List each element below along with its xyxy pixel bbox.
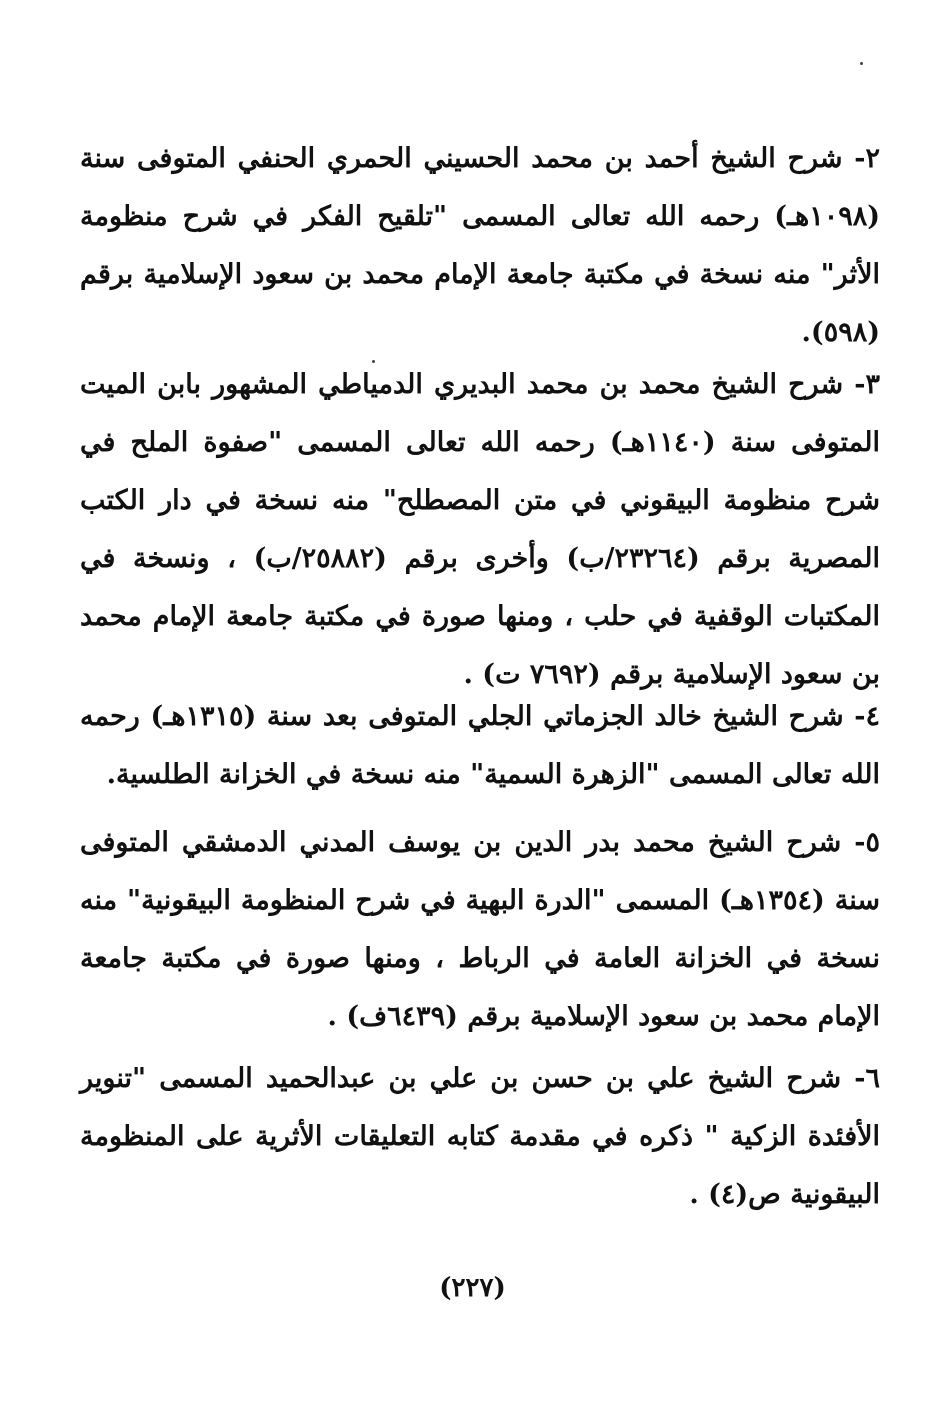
commentary-entry-2: ٢- شرح الشيخ أحمد بن محمد الحسيني الحمري الحنفي المتوفى سنة (١٠٩٨هـ) رحمه الله تعالى المسمى "تلقيح الفكر في شرح منظومة الأثر" منه نسخة في مكتبة جامعة الإمام محمد بن سعود الإسلامية برقم (٥٩٨). (80, 143, 880, 348)
commentary-entry-3: ٣- شرح الشيخ محمد بن محمد البديري الدمياطي المشهور بابن الميت المتوفى سنة (١١٤٠هـ) رحمه الله تعالى المسمى "صفوة الملح في شرح منظومة البيقوني في متن المصطلح" منه نسخة في دار الكتب المصرية برقم (٢٣٢٦٤/ب) وأخرى برقم (٢٥٨٨٢/ب) ، ونسخة في المكتبات الوقفية في حلب ، ومنها صورة في مكتبة جامعة الإمام محمد بن سعود الإسلامية برقم (٧٦٩٢ ت) . (80, 369, 881, 690)
page-number: (٢٢٧) (439, 1273, 506, 1303)
commentary-entry-6: ٦- شرح الشيخ علي بن حسن بن علي بن عبدالحميد المسمى "تنوير الأفئدة الزكية " ذكره في مقدمة كتابه التعليقات الأثرية على المنظومة البيقونية ص(٤) . (80, 1063, 880, 1210)
commentary-entry-4: ٤- شرح الشيخ خالد الجزماتي الجلي المتوفى بعد سنة (١٣١٥هـ) رحمه الله تعالى المسمى "الزهرة السمية" منه نسخة في الخزانة الطلسية. (80, 701, 880, 790)
commentary-entry-5: ٥- شرح الشيخ محمد بدر الدين بن يوسف المدني الدمشقي المتوفى سنة (١٣٥٤هـ) المسمى "الدرة البهية في شرح المنظومة البيقونية" منه نسخة في الخزانة العامة في الرباط ، ومنها صورة في مكتبة جامعة الإمام محمد بن سعود الإسلامية برقم (٦٤٣٩ف) . (80, 827, 880, 1032)
scan-speck (860, 62, 863, 65)
